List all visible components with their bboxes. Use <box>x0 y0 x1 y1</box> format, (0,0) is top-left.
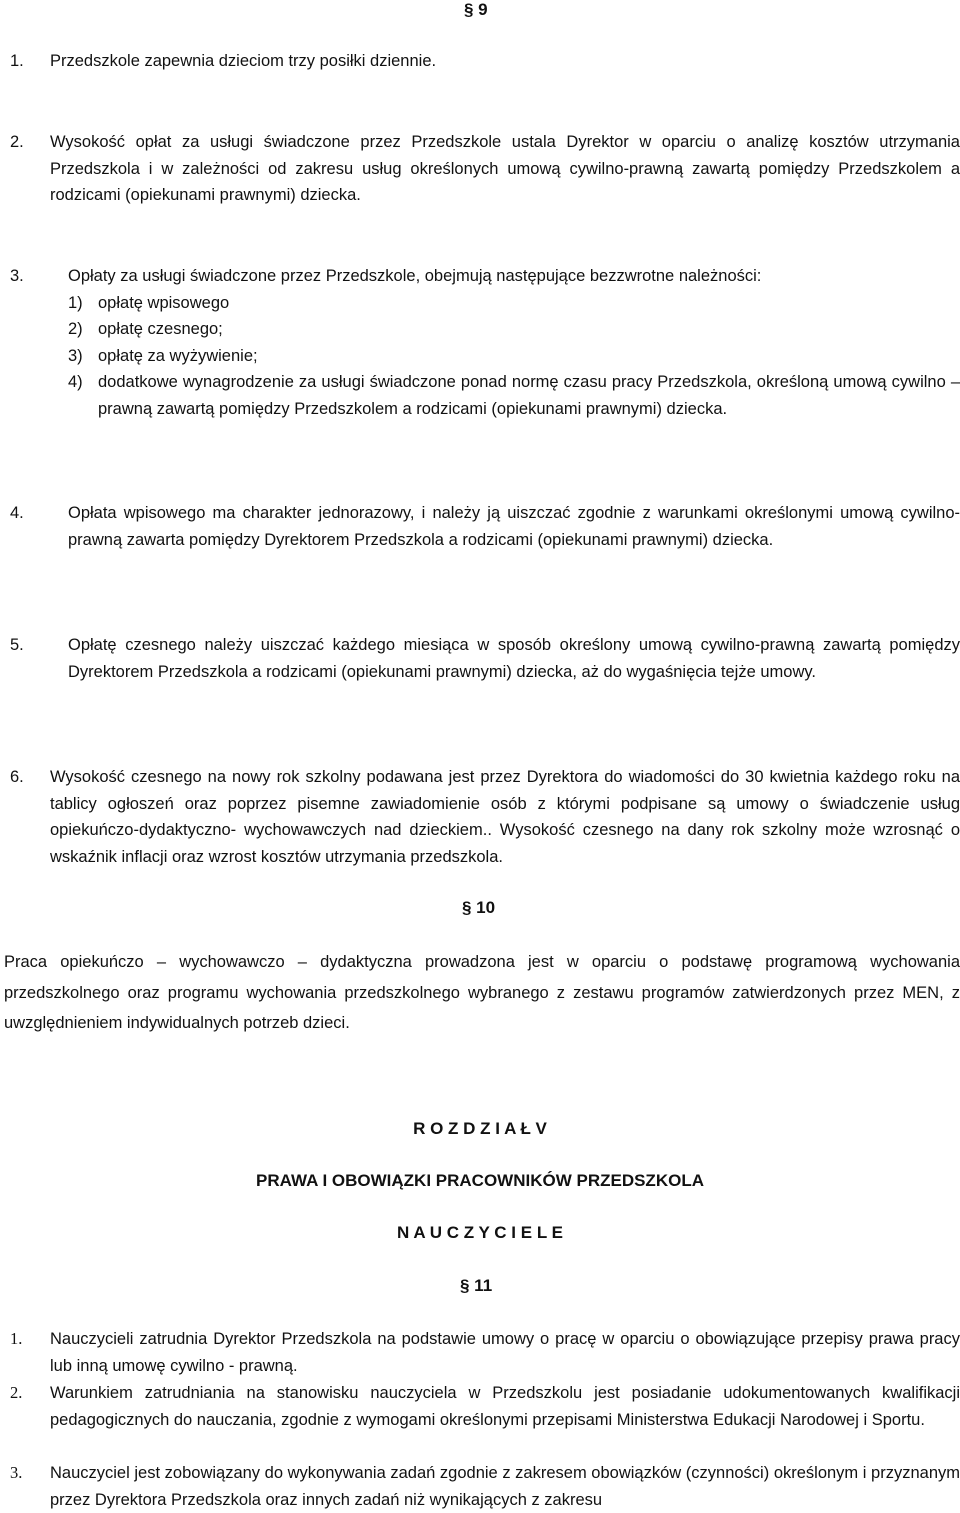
sec9-item-3-sub-4 <box>68 369 960 422</box>
sec9-item-6-number: 6. <box>10 768 24 786</box>
sec11-item-3-number: 3. <box>10 1463 23 1482</box>
sec11-item-1-text: Nauczycieli zatrudnia Dyrektor Przedszkola na podstawie umowy o pracę w oparciu o obowiązujące przepisy prawa pracy lub inną umowę cywilno - prawną. <box>50 1330 960 1375</box>
sub-number: 3) <box>68 346 83 365</box>
sub-number: 2) <box>68 320 83 338</box>
sec9-item-1 <box>0 48 960 75</box>
sub-text: dodatkowe wynagrodzenie za usługi świadczone ponad normę czasu pracy Przedszkola, określoną umową cywilno – prawną zawartą pomiędzy Przedszkolem a rodzicami (opiekunami prawnymi) dziecka. <box>98 373 960 418</box>
chapter-title: R O Z D Z I A Ł V <box>413 1119 547 1138</box>
sec9-item-3 <box>0 263 960 422</box>
sec9-item-3-sub-1 <box>68 290 960 317</box>
sec9-item-6-text: Wysokość czesnego na nowy rok szkolny podawana jest przez Dyrektora do wiadomości do 30 kwietnia każdego roku na tablicy ogłoszeń oraz poprzez pisemne zawiadomienie osób z którymi podpisane są umowy o świadczenie usług opiekuńczo-dydaktyczno- wychowawczych nad dzieckiem.. Wysokość czesnego na dany rok szkolny może wzrosnąć o wskaźnik inflacji oraz wzrost kosztów utrzymania przedszkola. <box>50 768 960 866</box>
sub-text: opłatę za wyżywienie; <box>98 346 258 365</box>
sec9-item-4 <box>0 500 960 553</box>
sec9-item-2-number: 2. <box>10 133 24 151</box>
sub-text: opłatę czesnego; <box>98 320 223 338</box>
sec9-item-3-body <box>68 263 960 422</box>
section-9-mark: § 9 <box>464 0 488 19</box>
sec11-item-3-text: Nauczyciel jest zobowiązany do wykonywania zadań zgodnie z zakresem obowiązków (czynności) określonym i przyznanym przez Dyrektora Przedszkola oraz innych zadań niż wynikających z zakresu <box>50 1464 960 1509</box>
sec9-item-6 <box>0 764 960 870</box>
section-11-mark: § 11 <box>460 1276 493 1295</box>
sec11-item-2-number: 2. <box>10 1383 23 1402</box>
sec9-item-3-intro: Opłaty za usługi świadczone przez Przedszkole, obejmują następujące bezzwrotne należności: <box>68 267 762 285</box>
section-10-mark: § 10 <box>462 898 496 917</box>
sec9-item-4-number: 4. <box>10 504 24 522</box>
sub-number: 1) <box>68 293 83 312</box>
sec9-item-5-text: Opłatę czesnego należy uiszczać każdego miesiąca w sposób określony umową cywilno-prawną zawartą pomiędzy Dyrektorem Przedszkola a rodzicami (opiekunami prawnymi) dziecka, aż do wygaśnięcia tejże umowy. <box>68 636 960 681</box>
sec9-item-2-text: Wysokość opłat za usługi świadczone przez Przedszkole ustala Dyrektor w oparciu o analizę kosztów utrzymania Przedszkola i w zależności od zakresu usług określonych umową cywilno-prawną zawartą pomiędzy Przedszkolem a rodzicami (opiekunami prawnymi) dziecka. <box>50 133 960 204</box>
chapter-section-title: N A U C Z Y C I E L E <box>397 1223 563 1242</box>
sec11-item-1-number: 1. <box>10 1329 23 1348</box>
sec11-item-1 <box>0 1326 960 1379</box>
section-10-paragraph: Praca opiekuńczo – wychowawczo – dydaktyczna prowadzona jest w oparciu o podstawę programową wychowania przedszkolnego oraz programu wychowania przedszkolnego wybranego z zestawu programów zatwierdzonych przez MEN, z uwzględnieniem indywidualnych potrzeb dzieci. <box>4 953 960 1032</box>
sec9-item-2 <box>0 129 960 209</box>
sec11-item-2 <box>0 1380 960 1433</box>
sub-number: 4) <box>68 373 83 391</box>
sec9-item-3-sub-2 <box>68 316 960 343</box>
sec9-item-3-sub-3 <box>68 343 960 370</box>
sec9-item-5 <box>0 632 960 685</box>
chapter-subtitle: PRAWA I OBOWIĄZKI PRACOWNIKÓW PRZEDSZKOLA <box>256 1171 704 1190</box>
sec11-item-3 <box>0 1460 960 1513</box>
sec9-item-1-number: 1. <box>10 52 24 70</box>
sec9-item-3-number: 3. <box>10 267 24 285</box>
sec9-item-1-text: Przedszkole zapewnia dzieciom trzy posiłki dziennie. <box>50 52 437 70</box>
sub-text: opłatę wpisowego <box>98 293 230 312</box>
sec9-item-5-number: 5. <box>10 636 24 654</box>
sec9-item-4-text: Opłata wpisowego ma charakter jednorazowy, i należy ją uiszczać zgodnie z warunkami określonymi umową cywilno-prawną zawarta pomiędzy Dyrektorem Przedszkola a rodzicami (opiekunami prawnymi) dziecka. <box>68 504 960 549</box>
sec11-item-2-text: Warunkiem zatrudniania na stanowisku nauczyciela w Przedszkolu jest posiadanie udokumentowanych kwalifikacji pedagogicznych do nauczania, zgodnie z wymogami określonymi przepisami Ministerstwa Edukacji Narodowej i Sportu. <box>50 1384 960 1429</box>
